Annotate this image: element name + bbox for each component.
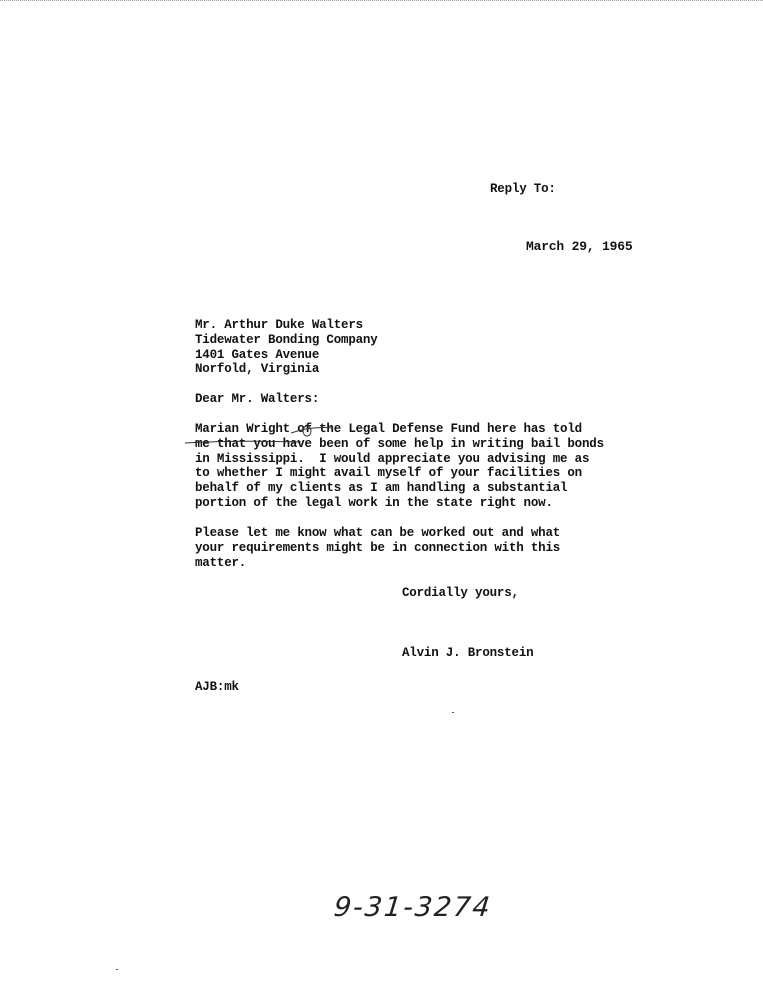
page-top-edge [0,0,763,1]
body-paragraph-2: Please let me know what can be worked out and what your requirements might be in connection with this matter. [195,526,561,570]
body-paragraph-1: Marian Wright of the Legal Defense Fund here has told me that you have been of some help in writing bail bonds in Mississippi. I would appreciate you advising me as to whether I might avail myself of your facilities on behalf of my clients as I am handling a substantial portion of the legal work in the state right now. [195,422,604,510]
typist-initials: AJB:mk [195,680,239,694]
reply-to-line: Reply To: [490,182,556,196]
letter-date: March 29, 1965 [526,239,633,254]
scan-speck [116,969,118,970]
handwritten-strike-mark [183,424,353,446]
recipient-address: Mr. Arthur Duke Walters Tidewater Bonding Company 1401 Gates Avenue Norfold, Virginia [195,318,378,377]
signer-name: Alvin J. Bronstein [402,646,534,660]
salutation: Dear Mr. Walters: [195,392,320,406]
closing: Cordially yours, [402,586,519,600]
scan-speck [452,712,454,713]
handwritten-file-number: 9-31-3274 [332,892,494,923]
